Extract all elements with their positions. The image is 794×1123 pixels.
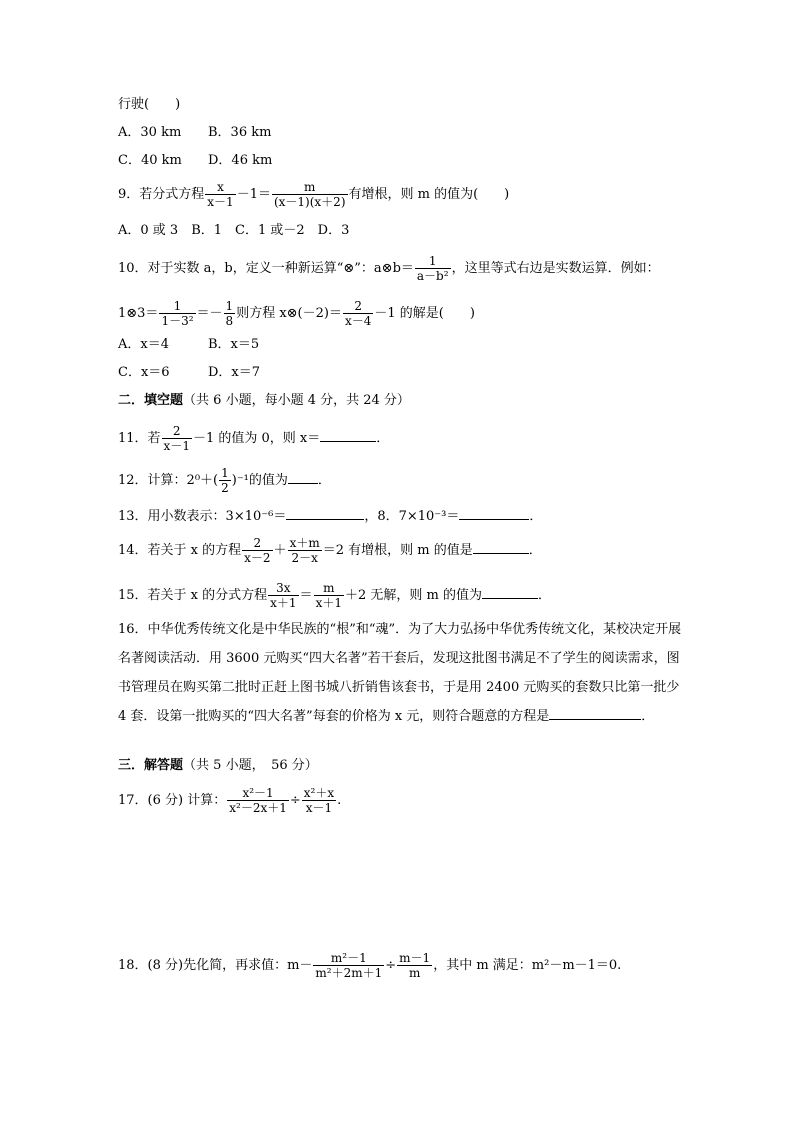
q17: 17．(6 分) 计算： $\frac{\text{x²－1}}{\text{x²－2x＋1}}$ ÷ $\frac{\text{x²＋x}}{x-1}$ .: [118, 786, 342, 815]
q16-answer-blank[interactable]: [549, 707, 641, 720]
q12-fraction: $\frac{1}{2}$: [221, 466, 229, 495]
q14-answer-blank[interactable]: [473, 541, 529, 554]
q18: 18．(8 分)先化简，再求值：m－ $\frac{\text{m²－1}}{\text{m²＋2m＋1}}$ ÷ $\frac{m-1}{m}$ ，其中 m 满足：m²－m－1＝0.: [118, 951, 622, 980]
q11-fraction: $\frac{2}{x-1}$: [163, 424, 190, 453]
q10-fraction-equation: $\frac{2}{x-4}$: [344, 299, 372, 328]
q9-stem: 9．若分式方程 $\frac{x}{x-1}$ －1＝ $\frac{m}{(x-1)(x+2)}$ 有增根，则 m 的值为( ): [118, 180, 510, 209]
q15: 15．若关于 x 的分式方程 $\frac{3x}{x+1}$ ＝ $\frac{m}{x+1}$ ＋2 无解，则 m 的值为 ．: [118, 581, 551, 610]
q8-options-row2: [118, 152, 272, 170]
q10-option-b: B．x＝5: [208, 337, 260, 352]
section-2-heading: 二．填空题（共 6 小题，每小题 4 分，共 24 分）: [118, 393, 410, 408]
q8-option-b: B．36 km: [208, 125, 272, 140]
q8-option-a: A．30 km: [118, 125, 182, 140]
q10-fraction-result: $\frac{1}{8}$: [225, 299, 234, 328]
q10-stem-line1: 10．对于实数 a，b，定义一种新运算“⊗”：a⊗b＝ $\frac{1}{\text{a－b²}}$ ，这里等式右边是实数运算．例如：: [118, 254, 660, 283]
q16: 16．中华优秀传统文化是中华民族的“根”和“魂”．为了大力弘扬中华优秀传统文化，某校决定开展名著阅读活动．用 3600 元购买“四大名著”若干套后，发现这批图书满足不了学生的阅读需求，图书管理员在购买第二批时正赶上图书城八折销售该套书，于是用 2400 元购买的套数只比第一批少 4 套．设第一批购买的“四大名著”每套的价格为 x 元，则符合题意的方程是 ．: [118, 622, 682, 724]
q15-answer-blank[interactable]: [482, 586, 538, 599]
section-3-heading: 三．解答题（共 5 小题， 56 分）: [118, 758, 318, 773]
q18-fraction-2: $\frac{m-1}{m}$: [399, 951, 431, 980]
q10-option-d: D．x＝7: [208, 365, 261, 380]
q10-options-row1: [118, 336, 259, 354]
q10-fraction-example: $\frac{1}{\text{1－3²}}$: [161, 299, 194, 328]
q13: 13．用小数表示：3×10⁻⁶＝ ，8．7×10⁻³＝ ．: [118, 509, 543, 524]
q10-option-a: A．x＝4: [118, 337, 169, 352]
q15-fraction-1: $\frac{3x}{x+1}$: [270, 581, 297, 610]
q8-option-d: D．46 km: [208, 153, 273, 168]
q8-option-c: C．40 km: [118, 153, 182, 168]
q14-fraction-1: $\frac{2}{x-2}$: [244, 536, 271, 565]
q18-fraction-1: $\frac{\text{m²－1}}{\text{m²＋2m＋1}}$: [315, 951, 383, 980]
q8-stem: 行驶( ): [118, 97, 181, 112]
q11: 11．若 $\frac{2}{x-1}$ －1 的值为 0，则 x＝ ．: [118, 424, 390, 453]
q10-stem-line2: 1⊗3＝ $\frac{1}{\text{1－3²}}$ ＝－ $\frac{1}{8}$ 则方程 x⊗(－2)＝ $\frac{2}{x-4}$ －1 的解是( ): [118, 299, 475, 328]
q12: 12．计算：2⁰＋( $\frac{1}{2}$ )⁻¹的值为 ．: [118, 466, 331, 495]
q8-options-row1: [118, 124, 271, 142]
q15-fraction-2: $\frac{m}{x+1}$: [315, 581, 342, 610]
q10-option-c: C．x＝6: [118, 365, 170, 380]
q9-options: A．0 或 3 B．1 C．1 或－2 D．3: [118, 223, 350, 238]
q11-answer-blank[interactable]: [320, 429, 376, 442]
q14: 14．若关于 x 的方程 $\frac{2}{x-2}$ ＋ $\frac{x+m}{2-x}$ ＝2 有增根，则 m 的值是 ．: [118, 536, 542, 565]
q10-fraction-def: $\frac{1}{\text{a－b²}}$: [416, 254, 449, 283]
q17-fraction-1: $\frac{\text{x²－1}}{\text{x²－2x＋1}}$: [229, 786, 287, 815]
q13-answer-blank-2[interactable]: [459, 507, 529, 520]
q14-fraction-2: $\frac{x+m}{2-x}$: [289, 536, 320, 565]
q9-fraction-2: $\frac{m}{(x-1)(x+2)}$: [273, 180, 346, 209]
q10-options-row2: [118, 364, 260, 382]
q9-fraction-1: $\frac{x}{x-1}$: [207, 180, 234, 209]
q13-answer-blank-1[interactable]: [286, 507, 364, 520]
q12-answer-blank[interactable]: [288, 471, 318, 484]
q17-fraction-2: $\frac{\text{x²＋x}}{x-1}$: [303, 786, 335, 815]
